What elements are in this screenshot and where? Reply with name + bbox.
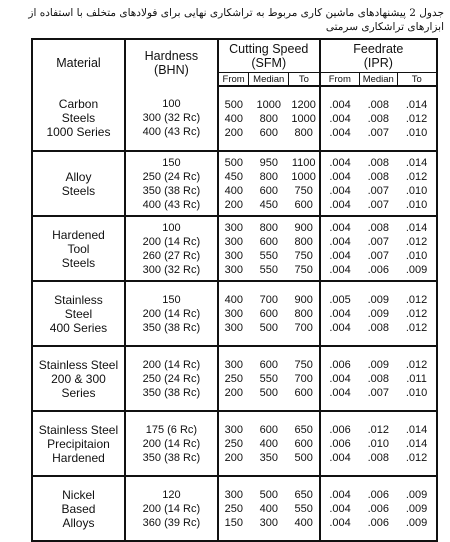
value-text: 200 (14 Rc) <box>142 502 201 515</box>
value-text: .006 <box>367 488 389 501</box>
value-text: 300 (32 Rc) <box>142 112 201 124</box>
value-text: .004 <box>329 516 351 529</box>
feed-from-cell <box>320 281 360 346</box>
value-text: 800 <box>294 126 313 139</box>
hardness-cell <box>125 281 218 346</box>
value-text: 600 <box>259 126 278 139</box>
value-text: 800 <box>294 307 313 320</box>
value-text: 450 <box>259 198 278 211</box>
value-text: 150 <box>162 293 181 306</box>
material-name-line: Alloy <box>65 169 92 184</box>
material-name-line: Tool <box>67 241 90 256</box>
value-text: 360 (39 Rc) <box>142 516 201 529</box>
speed-to-cell <box>289 216 320 281</box>
feed-to-cell <box>397 411 437 476</box>
value-text: .014 <box>405 98 428 111</box>
value-text: .009 <box>405 263 428 276</box>
value-text: .009 <box>405 488 428 501</box>
material-name-line: Steel <box>64 306 93 321</box>
material-group-row <box>32 411 437 476</box>
value-text: .004 <box>329 372 351 385</box>
value-text: .010 <box>405 184 428 197</box>
value-text: 750 <box>294 263 313 276</box>
feed-from-cell <box>320 151 360 216</box>
material-cell <box>32 411 125 476</box>
value-text: .008 <box>367 98 389 111</box>
value-text: 400 <box>294 516 313 529</box>
value-text: .005 <box>329 293 351 306</box>
value-text: 650 <box>294 488 313 501</box>
value-text: .012 <box>405 235 428 248</box>
hardness-cell <box>125 86 218 151</box>
value-text: .004 <box>329 126 351 139</box>
value-text: .004 <box>329 98 351 111</box>
value-text: 400 (43 Rc) <box>142 198 201 211</box>
value-text: 200 (14 Rc) <box>142 437 201 450</box>
value-text: .004 <box>329 156 351 169</box>
value-text: 550 <box>259 249 278 262</box>
value-text: .009 <box>367 358 389 371</box>
material-cell <box>32 151 125 216</box>
speed-to-cell <box>289 151 320 216</box>
value-text: .007 <box>367 249 389 262</box>
value-text: 600 <box>259 307 278 320</box>
feed-median-cell <box>359 86 397 151</box>
value-text: 400 <box>259 502 278 515</box>
speed-to-cell <box>289 86 320 151</box>
speed-to-subheader: To <box>289 73 320 87</box>
value-text: .006 <box>367 263 389 276</box>
value-text: .014 <box>405 221 428 234</box>
value-text: 1000 <box>256 98 281 111</box>
value-text: .006 <box>367 516 389 529</box>
value-text: 600 <box>294 198 313 211</box>
value-text: .006 <box>329 437 351 450</box>
value-text: 250 <box>224 372 244 385</box>
material-name-line: Alloys <box>62 515 95 530</box>
value-text: .004 <box>329 321 351 334</box>
speed-median-cell <box>249 151 289 216</box>
feed-median-cell <box>359 281 397 346</box>
speed-median-cell <box>249 86 289 151</box>
value-text: 500 <box>259 321 278 334</box>
value-text: 200 <box>224 386 244 399</box>
hardness-cell <box>125 216 218 281</box>
material-name-line: Hardened <box>52 450 105 465</box>
speed-from-cell <box>218 476 249 541</box>
speed-median-cell <box>249 346 289 411</box>
value-text: 500 <box>294 451 313 464</box>
value-text: 1000 <box>291 170 316 183</box>
value-text: 700 <box>294 321 313 334</box>
value-text: 600 <box>259 235 278 248</box>
value-text: 1100 <box>291 156 316 169</box>
value-text: .009 <box>405 502 428 515</box>
value-text: 700 <box>259 293 278 306</box>
material-name-line: Stainless <box>54 292 103 307</box>
value-text: .012 <box>405 451 428 464</box>
value-text: 800 <box>259 221 278 234</box>
feed-median-cell <box>359 346 397 411</box>
feedrate-header: Feedrate (IPR) <box>320 39 437 73</box>
value-text: .010 <box>405 249 428 262</box>
value-text: 950 <box>259 156 278 169</box>
value-text: .008 <box>367 321 389 334</box>
value-text: .010 <box>405 198 428 211</box>
speed-from-cell <box>218 346 249 411</box>
material-group-row <box>32 346 437 411</box>
hardness-cell <box>125 346 218 411</box>
value-text: .008 <box>367 170 389 183</box>
value-text: .004 <box>329 235 351 248</box>
speed-from-cell <box>218 151 249 216</box>
material-cell <box>32 476 125 541</box>
value-text: 400 <box>224 293 244 306</box>
feed-to-cell <box>397 346 437 411</box>
feed-from-cell <box>320 86 360 151</box>
value-text: 300 <box>224 358 244 371</box>
speed-median-subheader: Median <box>249 73 289 87</box>
speed-to-cell <box>289 411 320 476</box>
speed-from-subheader: From <box>218 73 249 87</box>
value-text: 600 <box>259 358 278 371</box>
value-text: .004 <box>329 184 351 197</box>
value-text: .010 <box>405 126 428 139</box>
value-text: 300 <box>224 221 244 234</box>
value-text: 800 <box>259 170 278 183</box>
feed-to-subheader: To <box>397 73 437 87</box>
value-text: .014 <box>405 423 428 436</box>
feed-from-cell <box>320 216 360 281</box>
value-text: .014 <box>405 156 428 169</box>
feed-to-cell <box>397 151 437 216</box>
value-text: .004 <box>329 263 351 276</box>
value-text: 650 <box>294 423 313 436</box>
value-text: .006 <box>329 423 351 436</box>
speed-to-cell <box>289 476 320 541</box>
speed-median-cell <box>249 476 289 541</box>
value-text: .007 <box>367 198 389 211</box>
value-text: 260 (27 Rc) <box>142 249 201 262</box>
value-text: .004 <box>329 198 351 211</box>
feed-to-cell <box>397 216 437 281</box>
material-name-line: 400 Series <box>49 320 108 335</box>
speed-from-cell <box>218 86 249 151</box>
value-text: 300 <box>259 516 278 529</box>
material-name-line: Stainless Steel <box>38 422 119 437</box>
value-text: .006 <box>329 358 351 371</box>
value-text: 400 (43 Rc) <box>142 126 201 138</box>
value-text: 300 <box>224 263 244 276</box>
material-name-line: Steels <box>61 255 96 270</box>
value-text: 350 (38 Rc) <box>142 321 201 334</box>
material-name-line: Steels <box>61 111 96 125</box>
value-text: .008 <box>367 372 389 385</box>
value-text: 100 <box>162 221 181 234</box>
value-text: 250 <box>224 437 244 450</box>
material-name-line: Hardened <box>52 227 105 242</box>
value-text: 350 (38 Rc) <box>142 451 201 464</box>
value-text: 500 <box>259 488 278 501</box>
value-text: 600 <box>259 184 278 197</box>
value-text: 600 <box>294 437 313 450</box>
value-text: .009 <box>405 516 428 529</box>
value-text: 300 <box>224 488 244 501</box>
value-text: 400 <box>259 437 278 450</box>
value-text: .014 <box>405 437 428 450</box>
value-text: .004 <box>329 170 351 183</box>
value-text: 450 <box>224 170 244 183</box>
value-text: 600 <box>294 386 313 399</box>
value-text: 120 <box>162 488 181 501</box>
value-text: 400 <box>224 184 244 197</box>
material-name-line: Steels <box>61 183 96 198</box>
feed-median-cell <box>359 411 397 476</box>
material-cell <box>32 281 125 346</box>
hardness-cell <box>125 476 218 541</box>
feed-to-cell <box>397 476 437 541</box>
value-text: 350 (38 Rc) <box>142 184 201 197</box>
value-text: 500 <box>224 98 244 111</box>
value-text: .004 <box>329 386 351 399</box>
feed-median-cell <box>359 216 397 281</box>
feed-from-cell <box>320 346 360 411</box>
material-cell <box>32 346 125 411</box>
feed-median-cell <box>359 476 397 541</box>
speed-median-cell <box>249 281 289 346</box>
value-text: 1000 <box>291 112 316 125</box>
material-name-line: Precipitaion <box>47 436 110 451</box>
value-text: .007 <box>367 126 389 139</box>
value-text: 200 <box>224 451 244 464</box>
value-text: 500 <box>224 156 244 169</box>
value-text: 300 <box>224 423 244 436</box>
value-text: 200 <box>224 198 244 211</box>
value-text: 100 <box>162 98 181 110</box>
value-text: .012 <box>405 170 428 183</box>
value-text: .006 <box>367 502 389 515</box>
value-text: .008 <box>367 112 389 125</box>
material-group-row <box>32 476 437 541</box>
value-text: .007 <box>367 184 389 197</box>
speed-from-cell <box>218 216 249 281</box>
value-text: 250 <box>224 502 244 515</box>
value-text: 550 <box>259 263 278 276</box>
value-text: 350 <box>259 451 278 464</box>
value-text: 750 <box>294 184 313 197</box>
value-text: .004 <box>329 488 351 501</box>
material-cell <box>32 86 125 151</box>
value-text: .004 <box>329 502 351 515</box>
feed-from-cell <box>320 411 360 476</box>
value-text: 175 (6 Rc) <box>145 423 198 436</box>
value-text: .008 <box>367 221 389 234</box>
speed-median-cell <box>249 411 289 476</box>
speed-from-cell <box>218 411 249 476</box>
material-name-line: 200 & 300 <box>51 371 106 386</box>
value-text: 550 <box>294 502 313 515</box>
value-text: 750 <box>294 358 313 371</box>
value-text: 350 (38 Rc) <box>142 386 201 399</box>
value-text: 500 <box>259 386 278 399</box>
speed-median-cell <box>249 216 289 281</box>
value-text: 300 <box>224 235 244 248</box>
feed-median-subheader: Median <box>359 73 397 87</box>
value-text: .010 <box>367 437 389 450</box>
value-text: .009 <box>367 293 389 306</box>
material-group-row <box>32 86 437 151</box>
value-text: 900 <box>294 293 313 306</box>
value-text: 250 (24 Rc) <box>142 170 201 183</box>
value-text: .012 <box>367 423 389 436</box>
value-text: 300 <box>224 307 244 320</box>
value-text: 300 <box>224 249 244 262</box>
material-group-row <box>32 281 437 346</box>
material-name-line: Stainless Steel <box>38 357 119 372</box>
speed-to-cell <box>289 281 320 346</box>
value-text: .008 <box>367 156 389 169</box>
feed-from-cell <box>320 476 360 541</box>
value-text: 300 <box>224 321 244 334</box>
value-text: 200 <box>224 126 244 139</box>
value-text: .004 <box>329 221 351 234</box>
value-text: 400 <box>224 112 244 125</box>
value-text: 200 (14 Rc) <box>142 235 201 248</box>
feed-to-cell <box>397 281 437 346</box>
value-text: 150 <box>162 156 181 169</box>
hardness-cell <box>125 411 218 476</box>
value-text: 900 <box>294 221 313 234</box>
feed-to-cell <box>397 86 437 151</box>
value-text: .012 <box>405 358 428 371</box>
value-text: .012 <box>405 321 428 334</box>
value-text: .004 <box>329 112 351 125</box>
value-text: .004 <box>329 307 351 320</box>
material-name-line: Carbon <box>58 97 99 111</box>
value-text: 150 <box>224 516 244 529</box>
value-text: 700 <box>294 372 313 385</box>
value-text: .011 <box>406 372 427 385</box>
speed-to-cell <box>289 346 320 411</box>
speed-from-cell <box>218 281 249 346</box>
feed-median-cell <box>359 151 397 216</box>
material-group-row <box>32 151 437 216</box>
cutting-speed-header: Cutting Speed (SFM) <box>218 39 320 73</box>
value-text: 550 <box>259 372 278 385</box>
value-text: 250 (24 Rc) <box>142 372 201 385</box>
value-text: .008 <box>367 451 389 464</box>
value-text: 800 <box>294 235 313 248</box>
value-text: 300 (32 Rc) <box>142 263 201 276</box>
value-text: 600 <box>259 423 278 436</box>
material-name-line: Based <box>61 501 96 516</box>
machining-table <box>31 38 438 542</box>
value-text: .004 <box>329 451 351 464</box>
table-caption: جدول 2 پیشنهادهای ماشین کاری مربوط به تراشکاری نهایی برای فولادهای متخلف با استفاده از ابزارهای تراشکاری سرمتی <box>28 7 444 33</box>
material-name-line: Nickel <box>62 487 95 502</box>
value-text: .012 <box>405 293 428 306</box>
material-header: Material <box>32 39 125 86</box>
material-name-line: 1000 Series <box>46 125 111 139</box>
value-text: 200 (14 Rc) <box>142 358 201 371</box>
hardness-header: Hardness (BHN) <box>125 39 218 86</box>
feed-from-subheader: From <box>320 73 360 87</box>
value-text: 750 <box>294 249 313 262</box>
value-text: 1200 <box>291 98 316 111</box>
material-name-line: Series <box>61 385 96 400</box>
value-text: .012 <box>405 307 428 320</box>
value-text: .010 <box>405 386 428 399</box>
value-text: .009 <box>367 307 389 320</box>
value-text: .004 <box>329 249 351 262</box>
value-text: .007 <box>367 386 389 399</box>
value-text: .007 <box>367 235 389 248</box>
value-text: .012 <box>405 112 428 125</box>
value-text: 200 (14 Rc) <box>142 307 201 320</box>
material-group-row <box>32 216 437 281</box>
value-text: 800 <box>259 112 278 125</box>
material-cell <box>32 216 125 281</box>
hardness-cell <box>125 151 218 216</box>
